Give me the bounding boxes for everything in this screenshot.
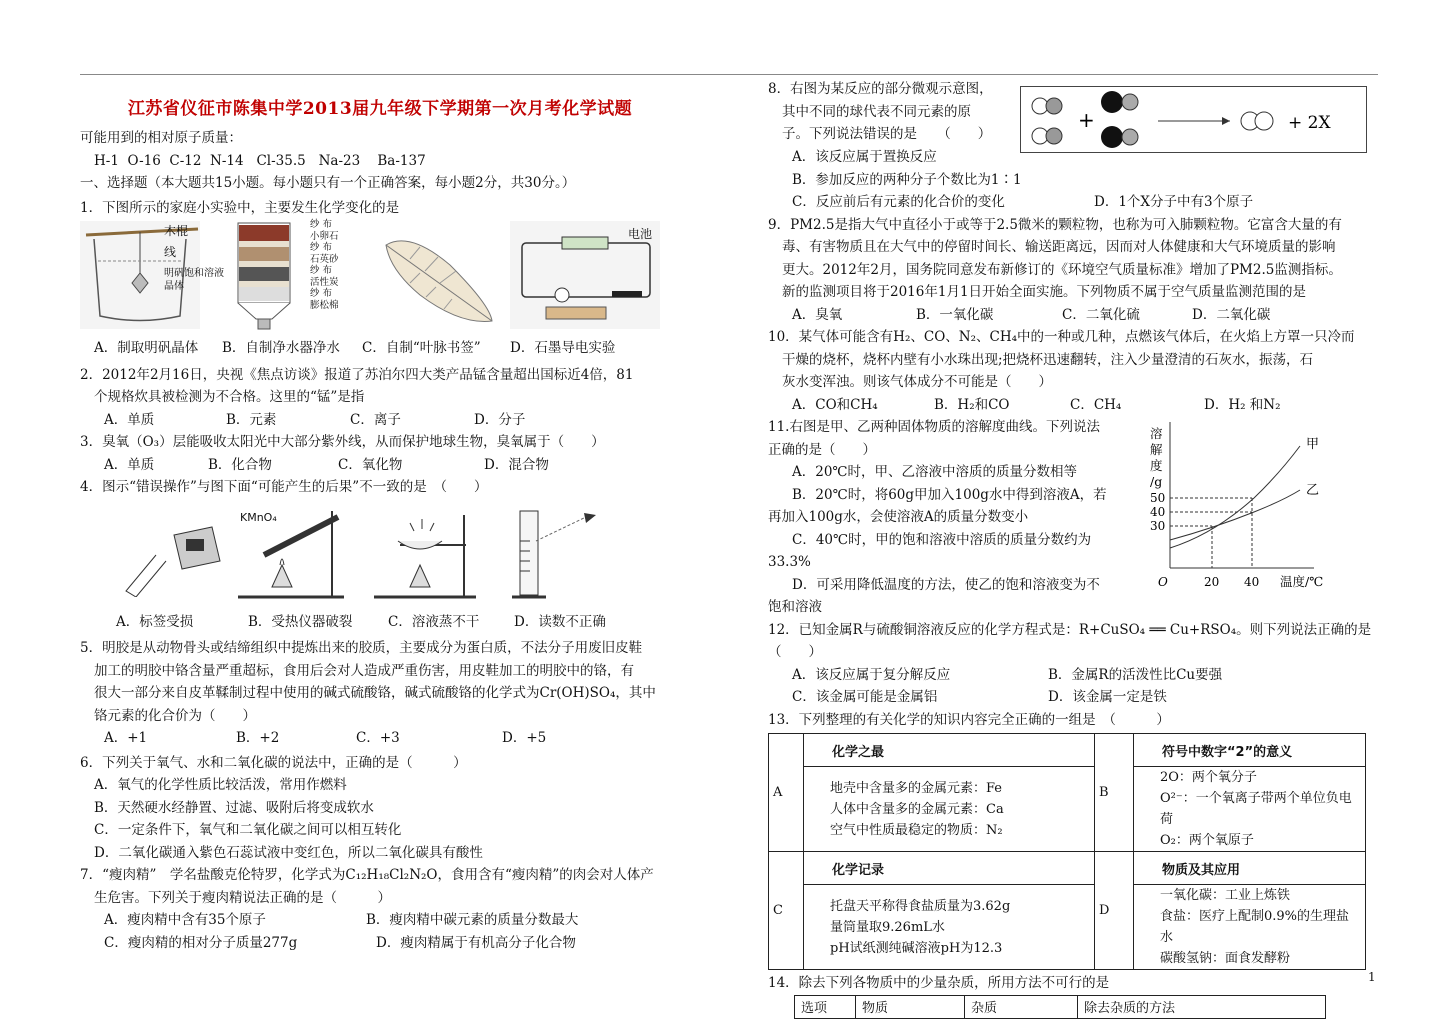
q2-option-b[interactable]: B．元素: [226, 411, 277, 428]
q13-c-item-3: pH试纸测纯碱溶液pH为12.3: [830, 940, 1003, 956]
q10-line-2: 干燥的烧杯，烧杯内壁有小水珠出现;把烧杯迅速翻转，注入少量澄清的石灰水，振荡，石: [782, 351, 1314, 368]
q1-option-c[interactable]: C．自制“叶脉书签”: [362, 340, 481, 356]
label-pebbles: 小卵石: [310, 230, 339, 242]
q3-option-d[interactable]: D．混合物: [484, 456, 549, 473]
q4-option-d[interactable]: D．读数不正确: [514, 613, 606, 630]
cylinder-reading-figure: [506, 501, 616, 601]
q13-a-item-3: 空气中性质最稳定的物质：N₂: [830, 822, 1003, 838]
q13-b-item-1: 2O：两个氧分子: [1160, 770, 1257, 785]
water-filter-labels: [310, 219, 339, 311]
q1-option-d[interactable]: D．石墨导电实验: [510, 340, 616, 356]
q7-option-b[interactable]: B．瘦肉精中碳元素的质量分数最大: [366, 912, 579, 928]
q9-option-c[interactable]: C．二氧化硫: [1062, 306, 1140, 323]
atom-masses: H-1 O-16 C-12 N-14 Cl-35.5 Na-23 Ba-137: [94, 152, 426, 169]
label-quartz-sand: 石英砂: [310, 253, 339, 265]
q8-line-2: 其中不同的球代表不同元素的原: [782, 103, 971, 120]
graph-y-label-3: 度: [1150, 458, 1163, 473]
q1-stem: 1．下图所示的家庭小实验中，主要发生化学变化的是: [80, 199, 400, 216]
q11-block: [768, 416, 1380, 619]
q4-options: [80, 611, 700, 634]
q14-stem: 14．除去下列各物质中的少量杂质，所用方法不可行的是: [768, 975, 1110, 991]
q3-stem: 3．臭氧（O₃）层能吸收太阳光中大部分紫外线，从而保护地球生物，臭氧属于（ ）: [80, 434, 605, 450]
q14-header-method: 除去杂质的方法: [1078, 995, 1326, 1018]
q13-letter-a: A: [769, 734, 804, 852]
graph-y-label-4: /g: [1150, 474, 1163, 489]
q12-option-a[interactable]: A．该反应属于复分解反应: [792, 666, 951, 683]
graph-y-tick-40: 40: [1150, 505, 1166, 519]
q12-option-c[interactable]: C．该金属可能是金属铝: [792, 689, 938, 705]
evaporation-figure: [370, 501, 480, 601]
pouring-reagent-figure: [116, 505, 226, 597]
q11-line-1: 11.右图是甲、乙两种固体物质的溶解度曲线。下列说法: [768, 419, 1100, 435]
q4-stem: 4．图示“错误操作”与图下面“可能产生的后果”不一致的是 （ ）: [80, 479, 488, 495]
q5-line-1: 5．明胶是从动物骨头或结缔组织中提炼出来的胶质，主要成分为蛋白质，不法分子用废旧皮鞋: [80, 640, 643, 656]
q13-a-item-1: 地壳中含量多的金属元素：Fe: [830, 780, 1003, 796]
q6-option-b[interactable]: B．天然硬水经静置、过滤、吸附后将变成软水: [94, 799, 374, 816]
q12-option-d[interactable]: D．该金属一定是铁: [1048, 689, 1167, 705]
q13-head-b: 符号中数字“2”的意义: [1134, 734, 1366, 767]
q11-option-c-cont: 33.3%: [768, 554, 811, 570]
label-gauze-3: 纱 布: [310, 265, 333, 276]
q10-option-a[interactable]: A．CO和CH₄: [792, 396, 878, 413]
q1-option-b[interactable]: B．自制净水器净水: [222, 340, 340, 356]
q7-option-d[interactable]: D．瘦肉精属于有机高分子化合物: [376, 934, 576, 951]
q12-options-row-1: [768, 664, 1380, 687]
q5-option-a[interactable]: A．+1: [104, 730, 148, 746]
q13-body-a[interactable]: [804, 767, 1095, 852]
q13-head-c: 化学记录: [804, 852, 1095, 885]
q3-option-b[interactable]: B．化合物: [208, 456, 272, 473]
q4-option-b[interactable]: B．受热仪器破裂: [248, 613, 353, 630]
label-gauze-1: 纱 布: [310, 219, 333, 230]
graph-x-label: 温度/℃: [1280, 574, 1324, 589]
q14-header-impurity: 杂质: [965, 995, 1078, 1018]
q4-figures: [80, 499, 700, 611]
q5-line-2: 加工的明胶中铬含量严重超标，食用后会对人造成严重伤害，用皮鞋加工的明胶中的铬，有: [94, 662, 634, 679]
q4-option-c[interactable]: C．溶液蒸不干: [388, 613, 480, 630]
q8-reaction-diagram: [1020, 86, 1368, 154]
q13-letter-d: D: [1095, 852, 1134, 970]
q1-option-a[interactable]: A．制取明矾晶体: [94, 340, 199, 356]
label-stick: 木棍: [164, 224, 189, 238]
q5-option-d[interactable]: D．+5: [502, 730, 547, 746]
q9-option-d[interactable]: D．二氧化碳: [1192, 306, 1271, 323]
q10-option-c[interactable]: C．CH₄: [1070, 396, 1122, 413]
q13-b-item-2: O²⁻：一个氧离子带两个单位负电荷: [1160, 791, 1352, 827]
q12-options-row-2: [768, 686, 1380, 709]
series-jia-label: 甲: [1306, 437, 1320, 452]
q5-option-c[interactable]: C．+3: [356, 730, 400, 746]
q13-head-a: 化学之最: [804, 734, 1095, 767]
label-cotton: 膨松棉: [310, 299, 339, 311]
q13-body-b[interactable]: [1134, 767, 1366, 852]
graph-origin: O: [1158, 575, 1168, 589]
label-solution: 明矾饱和溶液: [164, 268, 224, 279]
label-thread: 线: [164, 245, 177, 259]
graph-y-label-2: 解: [1150, 442, 1163, 457]
header-rule: [80, 74, 1378, 75]
q7-line-1: 7．“瘦肉精” 学名盐酸克伦特罗，化学式为C₁₂H₁₈Cl₂N₂O，食用含有“瘦肉精”的肉会对人体产: [80, 867, 654, 883]
q5-line-3: 很大一部分来自皮革鞣制过程中使用的碱式硫酸铬，碱式硫酸铬的化学式为Cr(OH)SO₄，其中: [94, 685, 656, 701]
series-yi-label: 乙: [1306, 483, 1320, 498]
q2-option-a[interactable]: A．单质: [104, 411, 155, 428]
q11-option-c[interactable]: C．40℃时，甲的饱和溶液中溶质的质量分数约为: [792, 531, 1092, 548]
q1-figures: [80, 219, 700, 337]
label-crystal: 晶体: [164, 281, 184, 292]
q13-letter-b: B: [1095, 734, 1134, 852]
q13-d-item-3: 碳酸氢钠：面食发酵粉: [1160, 951, 1291, 966]
q14-header-substance: 物质: [856, 995, 965, 1018]
q2-option-c[interactable]: C．离子: [350, 411, 401, 428]
q6-option-a[interactable]: A．氧气的化学性质比较活泼，常用作燃料: [94, 777, 347, 793]
q7-options-row-1: [80, 909, 700, 932]
q13-a-item-2: 人体中含量多的金属元素：Ca: [830, 801, 1004, 817]
q6-option-c[interactable]: C．一定条件下，氧气和二氧化碳之间可以相互转化: [94, 822, 402, 838]
q8-option-b[interactable]: B．参加反应的两种分子个数比为1∶1: [792, 171, 1022, 188]
q8-diagram-text: + 2X: [1288, 113, 1331, 133]
q13-table: [768, 733, 1366, 970]
q11-option-b-cont: 再加入100g水，会使溶液A的质量分数变小: [768, 509, 1029, 525]
q13-c-item-1: 托盘天平称得食盐质量为3.62g: [830, 898, 1011, 914]
left-column: [80, 80, 700, 954]
q10-line-3: 灰水变浑浊。则该气体成分不可能是（ ）: [782, 374, 1052, 390]
label-gauze-2: 纱 布: [310, 242, 333, 253]
q13-c-item-2: 量筒量取9.26mL水: [830, 919, 945, 935]
solubility-graph: [1144, 416, 1380, 592]
label-activated-carbon: 活性炭: [310, 276, 339, 288]
q13-d-item-2: 食盐：医疗上配制0.9%的生理盐水: [1160, 909, 1350, 945]
q13-letter-c: C: [769, 852, 804, 970]
q13-d-item-1: 一氧化碳：工业上炼铁: [1160, 888, 1291, 903]
q7-options-row-2: [80, 932, 700, 955]
q7-line-2: 生危害。下列关于瘦肉精说法正确的是（ ）: [94, 889, 391, 906]
q3-options: [80, 454, 700, 477]
q8-option-a[interactable]: A．该反应属于置换反应: [792, 149, 937, 165]
q7-option-a[interactable]: A．瘦肉精中含有35个原子: [104, 912, 266, 928]
q9-option-a[interactable]: A．臭氧: [792, 306, 843, 323]
q9-options: [768, 304, 1380, 327]
q10-line-1: 10．某气体可能含有H₂、CO、N₂、CH₄中的一种或几种，点燃该气体后，在火焰上方罩一只冷而: [768, 329, 1355, 345]
q9-line-3: 更大。2012年2月，国务院同意发布新修订的《环境空气质量标准》增加了PM2.5监测指标。: [782, 261, 1342, 278]
q13-stem: 13．下列整理的有关化学的知识内容完全正确的一组是 （ ）: [768, 711, 1170, 728]
q5-options: [80, 727, 700, 750]
q9-option-b[interactable]: B．一氧化碳: [916, 306, 994, 323]
q8-option-c[interactable]: C．反应前后有元素的化合价的变化: [792, 194, 1005, 210]
page-number: 1: [1368, 970, 1376, 984]
q13-body-c[interactable]: [804, 885, 1095, 970]
q2-option-d[interactable]: D．分子: [474, 411, 526, 428]
exam-title: 江苏省仪征市陈集中学2013届九年级下学期第一次月考化学试题: [127, 99, 633, 119]
q2-options: [80, 409, 700, 432]
q7-option-c[interactable]: C．瘦肉精的相对分子质量277g: [104, 934, 298, 951]
kmno4-label: KMnO₄: [240, 510, 277, 524]
q14-table: [794, 995, 1326, 1019]
q9-line-1: 9．PM2.5是指大气中直径小于或等于2.5微米的颗粒物，也称为可入肺颗粒物。它富含大量的有: [768, 216, 1342, 233]
q1-options: [80, 337, 700, 360]
alum-figure-labels: [164, 225, 224, 293]
q11-option-d[interactable]: D．可采用降低温度的方法，使乙的饱和溶液变为不: [792, 576, 1100, 593]
water-filter-figure: [234, 219, 294, 331]
q12-option-b[interactable]: B．金属R的活泼性比Cu要强: [1048, 666, 1223, 683]
q8-options-row-3: [768, 191, 1380, 214]
battery-label: 电池: [628, 227, 653, 241]
q2-line-2: 个规格炊具被检测为不合格。这里的“锰”是指: [94, 389, 365, 405]
q6-option-d[interactable]: D．二氧化碳通入紫色石蕊试液中变红色，所以二氧化碳具有酸性: [94, 844, 483, 861]
q3-option-a[interactable]: A．单质: [104, 456, 155, 473]
q13-b-item-3: O₂：两个氧原子: [1160, 833, 1254, 848]
q5-line-4: 铬元素的化合价为（ ）: [94, 707, 256, 724]
q2-line-1: 2．2012年2月16日，央视《焦点访谈》报道了苏泊尔四大类产品锰含量超出国标近4倍，81: [80, 366, 634, 383]
q8-line-1: 8．右图为某反应的部分微观示意图，: [768, 81, 993, 97]
q3-option-c[interactable]: C．氧化物: [338, 456, 403, 473]
atom-intro: 可能用到的相对原子质量：: [80, 130, 242, 146]
q8-line-3: 子。下列说法错误的是 （ ）: [782, 126, 992, 142]
graph-y-tick-50: 50: [1150, 491, 1166, 505]
q8-block: [768, 78, 1380, 146]
section-heading: 一、选择题（本大题共15小题。每小题只有一个正确答案，每小题2分，共30分。）: [80, 175, 576, 191]
label-gauze-4: 纱 布: [310, 288, 333, 299]
q10-options: [768, 394, 1380, 417]
q14-header-option: 选项: [795, 995, 856, 1018]
svg-text:+: +: [1078, 108, 1095, 132]
graph-x-tick-40: 40: [1244, 575, 1260, 589]
q5-option-b[interactable]: B．+2: [236, 730, 280, 746]
q12-line-1: 12．已知金属R与硫酸铜溶液反应的化学方程式是：R+CuSO₄ ══ Cu+RSO₄。则下列说法正确的是: [768, 621, 1372, 638]
q13-head-d: 物质及其应用: [1134, 852, 1366, 885]
q11-option-a[interactable]: A．20℃时，甲、乙溶液中溶质的质量分数相等: [792, 464, 1078, 480]
q9-line-4: 新的监测项目将于2016年1月1日开始全面实施。下列物质不属于空气质量监测范围的是: [782, 284, 1307, 300]
q11-option-d-cont: 饱和溶液: [768, 599, 822, 615]
graph-y-tick-30: 30: [1150, 519, 1166, 533]
q9-line-2: 毒、有害物质且在大气中的停留时间长、输送距离远，因而对人体健康和大气环境质量的影响: [782, 239, 1336, 255]
right-column: [768, 78, 1380, 1019]
q4-option-a[interactable]: A．标签受损: [116, 613, 194, 630]
q11-line-2: 正确的是（ ）: [768, 441, 876, 458]
q10-option-d[interactable]: D．H₂ 和N₂: [1204, 396, 1281, 413]
graph-y-label-1: 溶: [1150, 426, 1163, 441]
graph-x-tick-20: 20: [1204, 575, 1220, 589]
q6-stem: 6．下列关于氧气、水和二氧化碳的说法中，正确的是（ ）: [80, 754, 467, 771]
q8-option-d[interactable]: D．1个X分子中有3个原子: [1094, 194, 1254, 210]
q12-line-2: （ ）: [768, 644, 822, 660]
q13-body-d[interactable]: [1134, 885, 1366, 970]
leaf-figure: [380, 225, 500, 329]
q11-option-b[interactable]: B．20℃时，将60g甲加入100g水中得到溶液A，若: [792, 486, 1107, 503]
q10-option-b[interactable]: B．H₂和CO: [934, 396, 1010, 413]
